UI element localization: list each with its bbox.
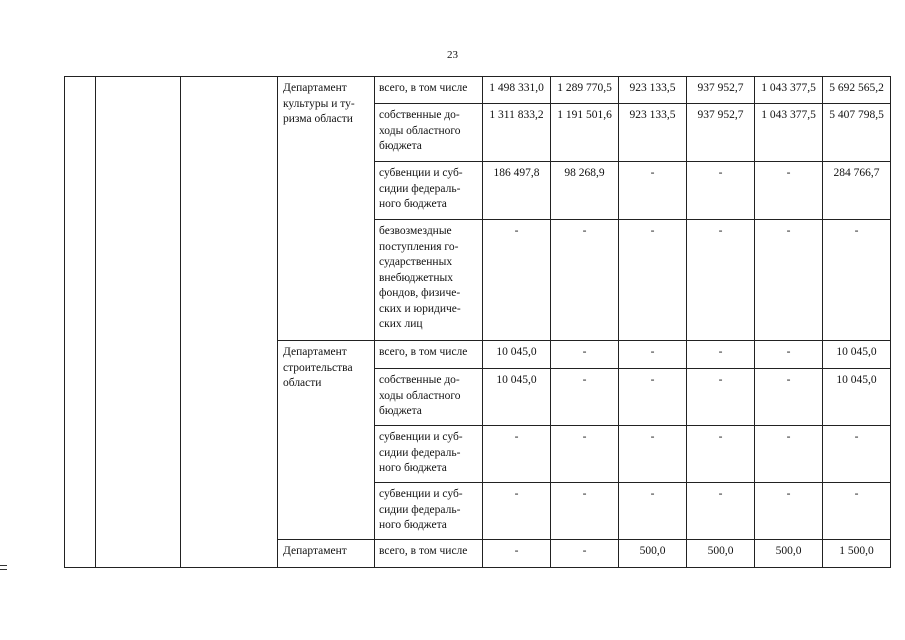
value-cell: 1 191 501,6 xyxy=(551,104,619,162)
value-cell: 937 952,7 xyxy=(687,77,755,104)
value-cell: - xyxy=(687,369,755,426)
funding-source-text: безвозмездные поступления го- сударственных внебюджетных фондов, физиче- ских и юридиче- ских лиц xyxy=(379,225,461,330)
funding-source xyxy=(375,104,483,162)
value-cell: - xyxy=(619,341,687,369)
value-cell: 10 045,0 xyxy=(483,341,551,369)
value-cell: 186 497,8 xyxy=(483,162,551,220)
page-number: 23 xyxy=(447,49,458,61)
value-cell: - xyxy=(687,220,755,341)
department-name xyxy=(278,341,375,540)
value-cell: - xyxy=(687,483,755,540)
funding-source-text: собственные до- ходы областного бюджета xyxy=(379,374,461,417)
funding-source xyxy=(375,341,483,369)
value-cell: 1 311 833,2 xyxy=(483,104,551,162)
funding-source-text: субвенции и суб- сидии федераль- ного бюджета xyxy=(379,488,463,531)
value-cell: - xyxy=(483,540,551,568)
value-cell: 5 407 798,5 xyxy=(823,104,891,162)
value-cell: 10 045,0 xyxy=(823,369,891,426)
value-cell: 1 289 770,5 xyxy=(551,77,619,104)
value-cell: - xyxy=(687,162,755,220)
value-cell: - xyxy=(755,426,823,483)
funding-source-text: собственные до- ходы областного бюджета xyxy=(379,109,461,152)
budget-table-wrapper xyxy=(64,76,891,568)
value-cell: 923 133,5 xyxy=(619,77,687,104)
blank-column-2 xyxy=(96,77,181,568)
value-cell: 923 133,5 xyxy=(619,104,687,162)
budget-table xyxy=(64,76,891,568)
funding-source-text: субвенции и суб- сидии федераль- ного бюджета xyxy=(379,167,463,210)
department-name-text: Департамент строительства области xyxy=(283,346,353,389)
value-cell: 500,0 xyxy=(687,540,755,568)
value-cell: - xyxy=(551,426,619,483)
value-cell: 500,0 xyxy=(619,540,687,568)
value-cell: - xyxy=(687,426,755,483)
value-cell: - xyxy=(687,341,755,369)
value-cell: - xyxy=(619,426,687,483)
funding-source xyxy=(375,369,483,426)
value-cell: - xyxy=(755,341,823,369)
value-cell: 284 766,7 xyxy=(823,162,891,220)
funding-source xyxy=(375,77,483,104)
value-cell: - xyxy=(755,369,823,426)
value-cell: 937 952,7 xyxy=(687,104,755,162)
value-cell: - xyxy=(551,483,619,540)
value-cell: - xyxy=(619,369,687,426)
value-cell: - xyxy=(619,220,687,341)
department-name-text: Департамент xyxy=(283,545,347,557)
value-cell: 10 045,0 xyxy=(483,369,551,426)
value-cell: 1 498 331,0 xyxy=(483,77,551,104)
funding-source xyxy=(375,162,483,220)
funding-source-text: всего, в том числе xyxy=(379,346,468,358)
value-cell: 1 043 377,5 xyxy=(755,77,823,104)
value-cell: - xyxy=(619,162,687,220)
value-cell: 10 045,0 xyxy=(823,341,891,369)
value-cell: - xyxy=(551,341,619,369)
department-name-text: Департамент культуры и ту- ризма области xyxy=(283,82,355,125)
value-cell: - xyxy=(551,369,619,426)
department-name xyxy=(278,77,375,341)
funding-source xyxy=(375,426,483,483)
value-cell: - xyxy=(483,220,551,341)
funding-source-text: всего, в том числе xyxy=(379,82,468,94)
funding-source-text: субвенции и суб- сидии федераль- ного бюджета xyxy=(379,431,463,474)
funding-source xyxy=(375,483,483,540)
value-cell: 500,0 xyxy=(755,540,823,568)
value-cell: 1 043 377,5 xyxy=(755,104,823,162)
scan-margin-mark xyxy=(0,565,7,570)
funding-source xyxy=(375,220,483,341)
value-cell: - xyxy=(823,483,891,540)
value-cell: - xyxy=(619,483,687,540)
department-name xyxy=(278,540,375,568)
value-cell: - xyxy=(483,426,551,483)
value-cell: 1 500,0 xyxy=(823,540,891,568)
value-cell: - xyxy=(551,220,619,341)
value-cell: 98 268,9 xyxy=(551,162,619,220)
funding-source-text: всего, в том числе xyxy=(379,545,468,557)
funding-source xyxy=(375,540,483,568)
value-cell: - xyxy=(551,540,619,568)
value-cell: - xyxy=(755,483,823,540)
blank-column-3 xyxy=(181,77,278,568)
value-cell: 5 692 565,2 xyxy=(823,77,891,104)
value-cell: - xyxy=(755,220,823,341)
value-cell: - xyxy=(823,426,891,483)
value-cell: - xyxy=(483,483,551,540)
value-cell: - xyxy=(755,162,823,220)
blank-column-1 xyxy=(65,77,96,568)
table-row xyxy=(65,77,891,104)
value-cell: - xyxy=(823,220,891,341)
